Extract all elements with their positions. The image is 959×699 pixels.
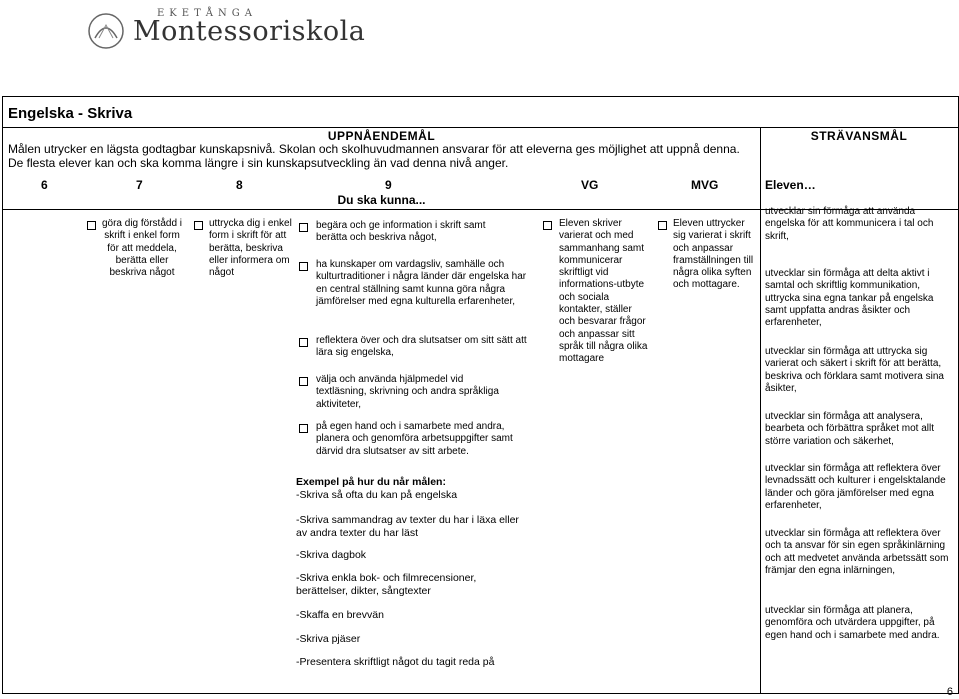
example-item: -Skriva sammandrag av texter du har i läxa eller av andra texter du har läst	[296, 514, 519, 539]
example-item: -Presentera skriftligt något du tagit reda på	[296, 656, 495, 668]
strav-item: utvecklar sin förmåga att analysera, bearbeta och förbättra språket mot allt större variation och säkerhet,	[765, 411, 934, 447]
intro-text: Målen utrycker en lägsta godtagbar kunskapsnivå. Skolan och skolhuvudmannen ansvarar för att eleverna ges möjlighet att uppnå denna. De flesta elever kan och ska komma längre i sin kunskapsutveckling än vad denna nivå anger.	[8, 142, 740, 170]
page-title: Engelska - Skriva	[8, 105, 133, 122]
header-stravansmal: STRÄVANSMÅL	[810, 129, 908, 143]
goal-item: reflektera över och dra slutsatser om sitt sätt att lära sig engelska,	[316, 335, 527, 359]
examples-title-text: Exempel på hur du når målen:	[296, 476, 446, 488]
goal-grade-6: göra dig förstådd i skrift i enkel form för att meddela, berätta eller beskriva något	[101, 218, 183, 279]
strav-item: utvecklar sin förmåga att delta aktivt i samtal och skriftlig kommunikation, uttrycka sina egna tankar på engelska samt uppfatta andras åsikter och erfarenheter,	[765, 268, 934, 329]
grade-6: 6	[41, 178, 48, 192]
logo-emblem-icon	[87, 12, 125, 50]
goal-mvg: Eleven uttrycker sig varierat i skrift och anpassar framställningen till några olika syften och mottagare.	[673, 218, 754, 291]
checkbox-icon	[658, 221, 667, 230]
grade-mvg: MVG	[691, 178, 719, 192]
checkbox-icon	[87, 221, 96, 230]
grade-8: 8	[236, 178, 243, 192]
page-number: 6	[946, 686, 953, 698]
strav-item: utvecklar sin förmåga att använda engelska för att kommunicera i tal och skrift,	[765, 206, 934, 242]
strav-item: utvecklar sin förmåga att uttrycka sig varierat och säkert i skrift för att berätta, beskriva och förklara samt motivera sina åsikter,	[765, 346, 944, 394]
du-ska-kunna: Du ska kunna...	[337, 193, 426, 207]
logo-name: Montessoriskola	[133, 16, 366, 47]
example-item: -Skriva enkla bok- och filmrecensioner, berättelser, dikter, sångtexter	[296, 572, 477, 597]
example-item: -Skriva så ofta du kan på engelska	[296, 489, 458, 501]
checkbox-icon	[543, 221, 552, 230]
checkbox-icon	[299, 338, 308, 347]
example-item: -Skriva dagbok	[296, 549, 367, 561]
grade-7: 7	[136, 178, 143, 192]
checkbox-icon	[194, 221, 203, 230]
goal-item: välja och använda hjälpmedel vid textläsning, skrivning och andra språkliga aktiviteter,	[316, 374, 499, 410]
logo-subtitle: EKETÅNGA	[157, 8, 257, 19]
checkbox-icon	[299, 262, 308, 271]
strav-item: utvecklar sin förmåga att reflektera över och ta ansvar för sin egen språkinlärning och att medvetet använda arbetssätt som främjar den egna inlärningen,	[765, 528, 949, 576]
checkbox-icon	[299, 223, 308, 232]
goal-vg: Eleven skriver varierat och med sammanhang samt kommunicerar skriftligt vid informations-utbyte och sociala kontakter, ställer och besvarar frågor och anpassar sitt språk till några olika mottagare	[559, 218, 648, 365]
goal-item: begära och ge information i skrift samt berätta och beskriva något,	[316, 220, 486, 244]
checkbox-icon	[299, 424, 308, 433]
example-item: -Skaffa en brevvän	[296, 609, 384, 621]
grade-eleven: Eleven…	[765, 178, 816, 192]
goal-item: på egen hand och i samarbete med andra, planera och genomföra arbetsuppgifter samt därvid dra slutsatser av sitt arbete.	[316, 421, 513, 457]
curriculum-table	[2, 96, 959, 694]
header-uppnaendemal: UPPNÅENDEMÅL	[327, 129, 436, 143]
grade-vg: VG	[581, 178, 599, 192]
example-item: -Skriva pjäser	[296, 633, 361, 645]
checkbox-icon	[299, 377, 308, 386]
examples-title	[296, 476, 526, 489]
goal-item: ha kunskaper om vardagsliv, samhälle och kulturtraditioner i några länder där engelska har en central ställning samt kunna göra några jämförelser med egna kulturella erfarenheter,	[316, 259, 527, 307]
strav-item: utvecklar sin förmåga att planera, genomföra och utvärdera uppgifter, på egen hand och i samarbete med andra.	[765, 605, 940, 641]
strav-item: utvecklar sin förmåga att reflektera över levnadssätt och kulturer i engelsktalande länder och göra jämförelser med egna erfarenheter,	[765, 463, 946, 511]
goal-grade-7: uttrycka dig i enkel form i skrift för att berätta, beskriva eller informera om något	[209, 218, 292, 279]
grade-9: 9	[385, 178, 392, 192]
